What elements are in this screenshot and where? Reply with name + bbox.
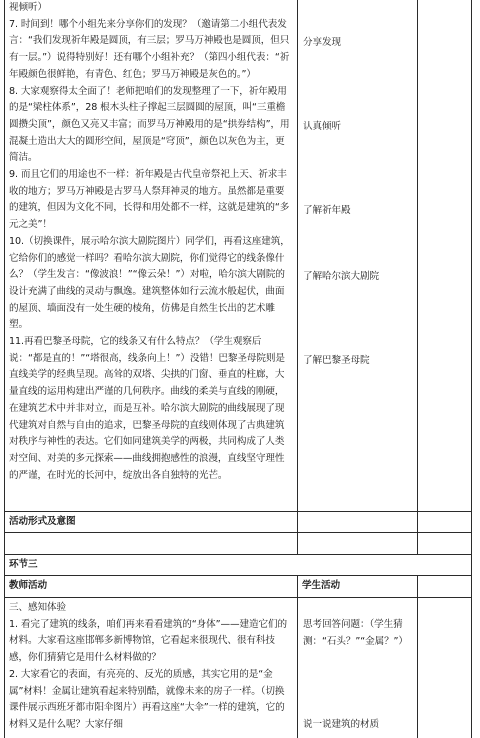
student-activity-header: 学生活动 bbox=[298, 576, 418, 598]
empty-cell bbox=[418, 533, 472, 555]
table-row bbox=[5, 598, 472, 738]
empty-cell bbox=[418, 598, 472, 738]
student-note: 了解巴黎圣母院 bbox=[303, 355, 370, 366]
student-activity-cell bbox=[298, 598, 418, 738]
student-note: 思考回答问题：（学生猜测：“石头？”“金属？”） bbox=[303, 619, 408, 647]
empty-cell bbox=[418, 512, 472, 533]
teacher-activity-cell bbox=[5, 0, 298, 512]
teacher-paragraph: 8. 大家观察得太全面了！老师把咱们的发现整理了一下，祈年殿用的是“梁柱体系”，28 根木头柱子撑起三层圆圆的屋顶，叫“三重檐圆攒尖顶”，颜色又亮又丰富；而罗马万神殿用的是“拱券结构”，用混凝土造出大大的圆形空间，屋顶是“穹顶”，颜色以灰色为主，更简洁。 bbox=[9, 85, 290, 164]
table-row bbox=[5, 533, 472, 555]
student-activity-cell bbox=[298, 0, 418, 512]
section-heading: 三、感知体验 bbox=[9, 602, 66, 613]
teacher-paragraph: 11.再看巴黎圣母院，它的线条又有什么特点？（学生观察后说：“都是直的！”“塔很高，线条向上！”）没错！巴黎圣母院则是直线美学的经典呈现。高耸的双塔、尖拱的门窗、垂直的柱廊，大量直线的运用构建出严谨的几何秩序。曲线的柔美与直线的刚硬，在建筑艺术中并非对立，而是互补。哈尔滨大剧院的曲线展现了现代建筑对自然与自由的追求，巴黎圣母院的直线则体现了古典建筑对秩序与神性的表达。它们如同建筑美学的两极，共同构成了人类对空间、对美的多元探索——曲线拥抱感性的浪漫，直线坚守理性的严谨，在时光的长河中，绽放出各自独特的光芒。 bbox=[9, 336, 285, 481]
teacher-paragraph: 视倾听） bbox=[9, 2, 47, 13]
empty-cell bbox=[298, 512, 418, 533]
empty-cell bbox=[418, 0, 472, 512]
lesson-plan-table bbox=[4, 0, 472, 738]
student-note: 说一说建筑的材质 bbox=[303, 719, 379, 730]
empty-cell bbox=[298, 533, 418, 555]
student-note: 认真倾听 bbox=[303, 121, 341, 132]
section-title: 环节三 bbox=[5, 555, 472, 576]
empty-cell bbox=[5, 533, 298, 555]
student-note: 了解哈尔滨大剧院 bbox=[303, 271, 379, 282]
table-row bbox=[5, 512, 472, 533]
empty-cell bbox=[418, 576, 472, 598]
table-row bbox=[5, 576, 472, 598]
table-row bbox=[5, 0, 472, 512]
table-row bbox=[5, 555, 472, 576]
teacher-paragraph: 1. 看完了建筑的线条，咱们再来看看建筑的“身体”——建造它们的材料。大家看这座邯郸多新博物馆，它看起来很现代、很有科技感，你们猜猜它是用什么材料做的？ bbox=[9, 618, 287, 664]
teacher-activity-header: 教师活动 bbox=[5, 576, 298, 598]
teacher-activity-cell bbox=[5, 598, 298, 738]
student-note: 分享发现 bbox=[303, 37, 341, 48]
teacher-paragraph: 10.（切换课件，展示哈尔滨大剧院图片）同学们，再看这座建筑，它给你们的感觉一样吗？看哈尔滨大剧院，你们觉得它的线条像什么？（学生发言：“像波浪！”“像云朵！”）对啦，哈尔滨大剧院的设计充满了曲线的灵动与飘逸。建筑整体如行云流水般起伏，曲面的屋顶、墙面没有一处生硬的棱角，仿佛是自然生长出的艺术雕塑。 bbox=[9, 235, 290, 331]
student-note: 了解祈年殿 bbox=[303, 205, 351, 216]
teacher-paragraph: 2. 大家看它的表面，有亮亮的、反光的质感，其实它用的是“金属”材料！金属让建筑看起来特别酷，就像未来的房子一样。（切换课件展示西班牙都市阳伞图片）再看这座“大伞”一样的建筑，它的材料又是什么呢？大家仔细 bbox=[9, 668, 285, 730]
teacher-paragraph: 7. 时间到！哪个小组先来分享你们的发现？（邀请第二小组代表发言：“我们发现祈年殿是圆顶，有三层；罗马万神殿也是圆顶，但只有一层。”）说得特别好！还有哪个小组补充？（第四小组代表：“祈年殿颜色很鲜艳，有青色、红色；罗马万神殿是灰色的。”） bbox=[9, 18, 290, 80]
activity-form-label: 活动形式及意图 bbox=[5, 512, 298, 533]
teacher-paragraph: 9. 而且它们的用途也不一样：祈年殿是古代皇帝祭祀上天、祈求丰收的地方；罗马万神殿是古罗马人祭拜神灵的地方。虽然都是重要的建筑，但因为文化不同，长得和用处都不一样，这就是建筑的“多元之美”！ bbox=[9, 169, 290, 231]
